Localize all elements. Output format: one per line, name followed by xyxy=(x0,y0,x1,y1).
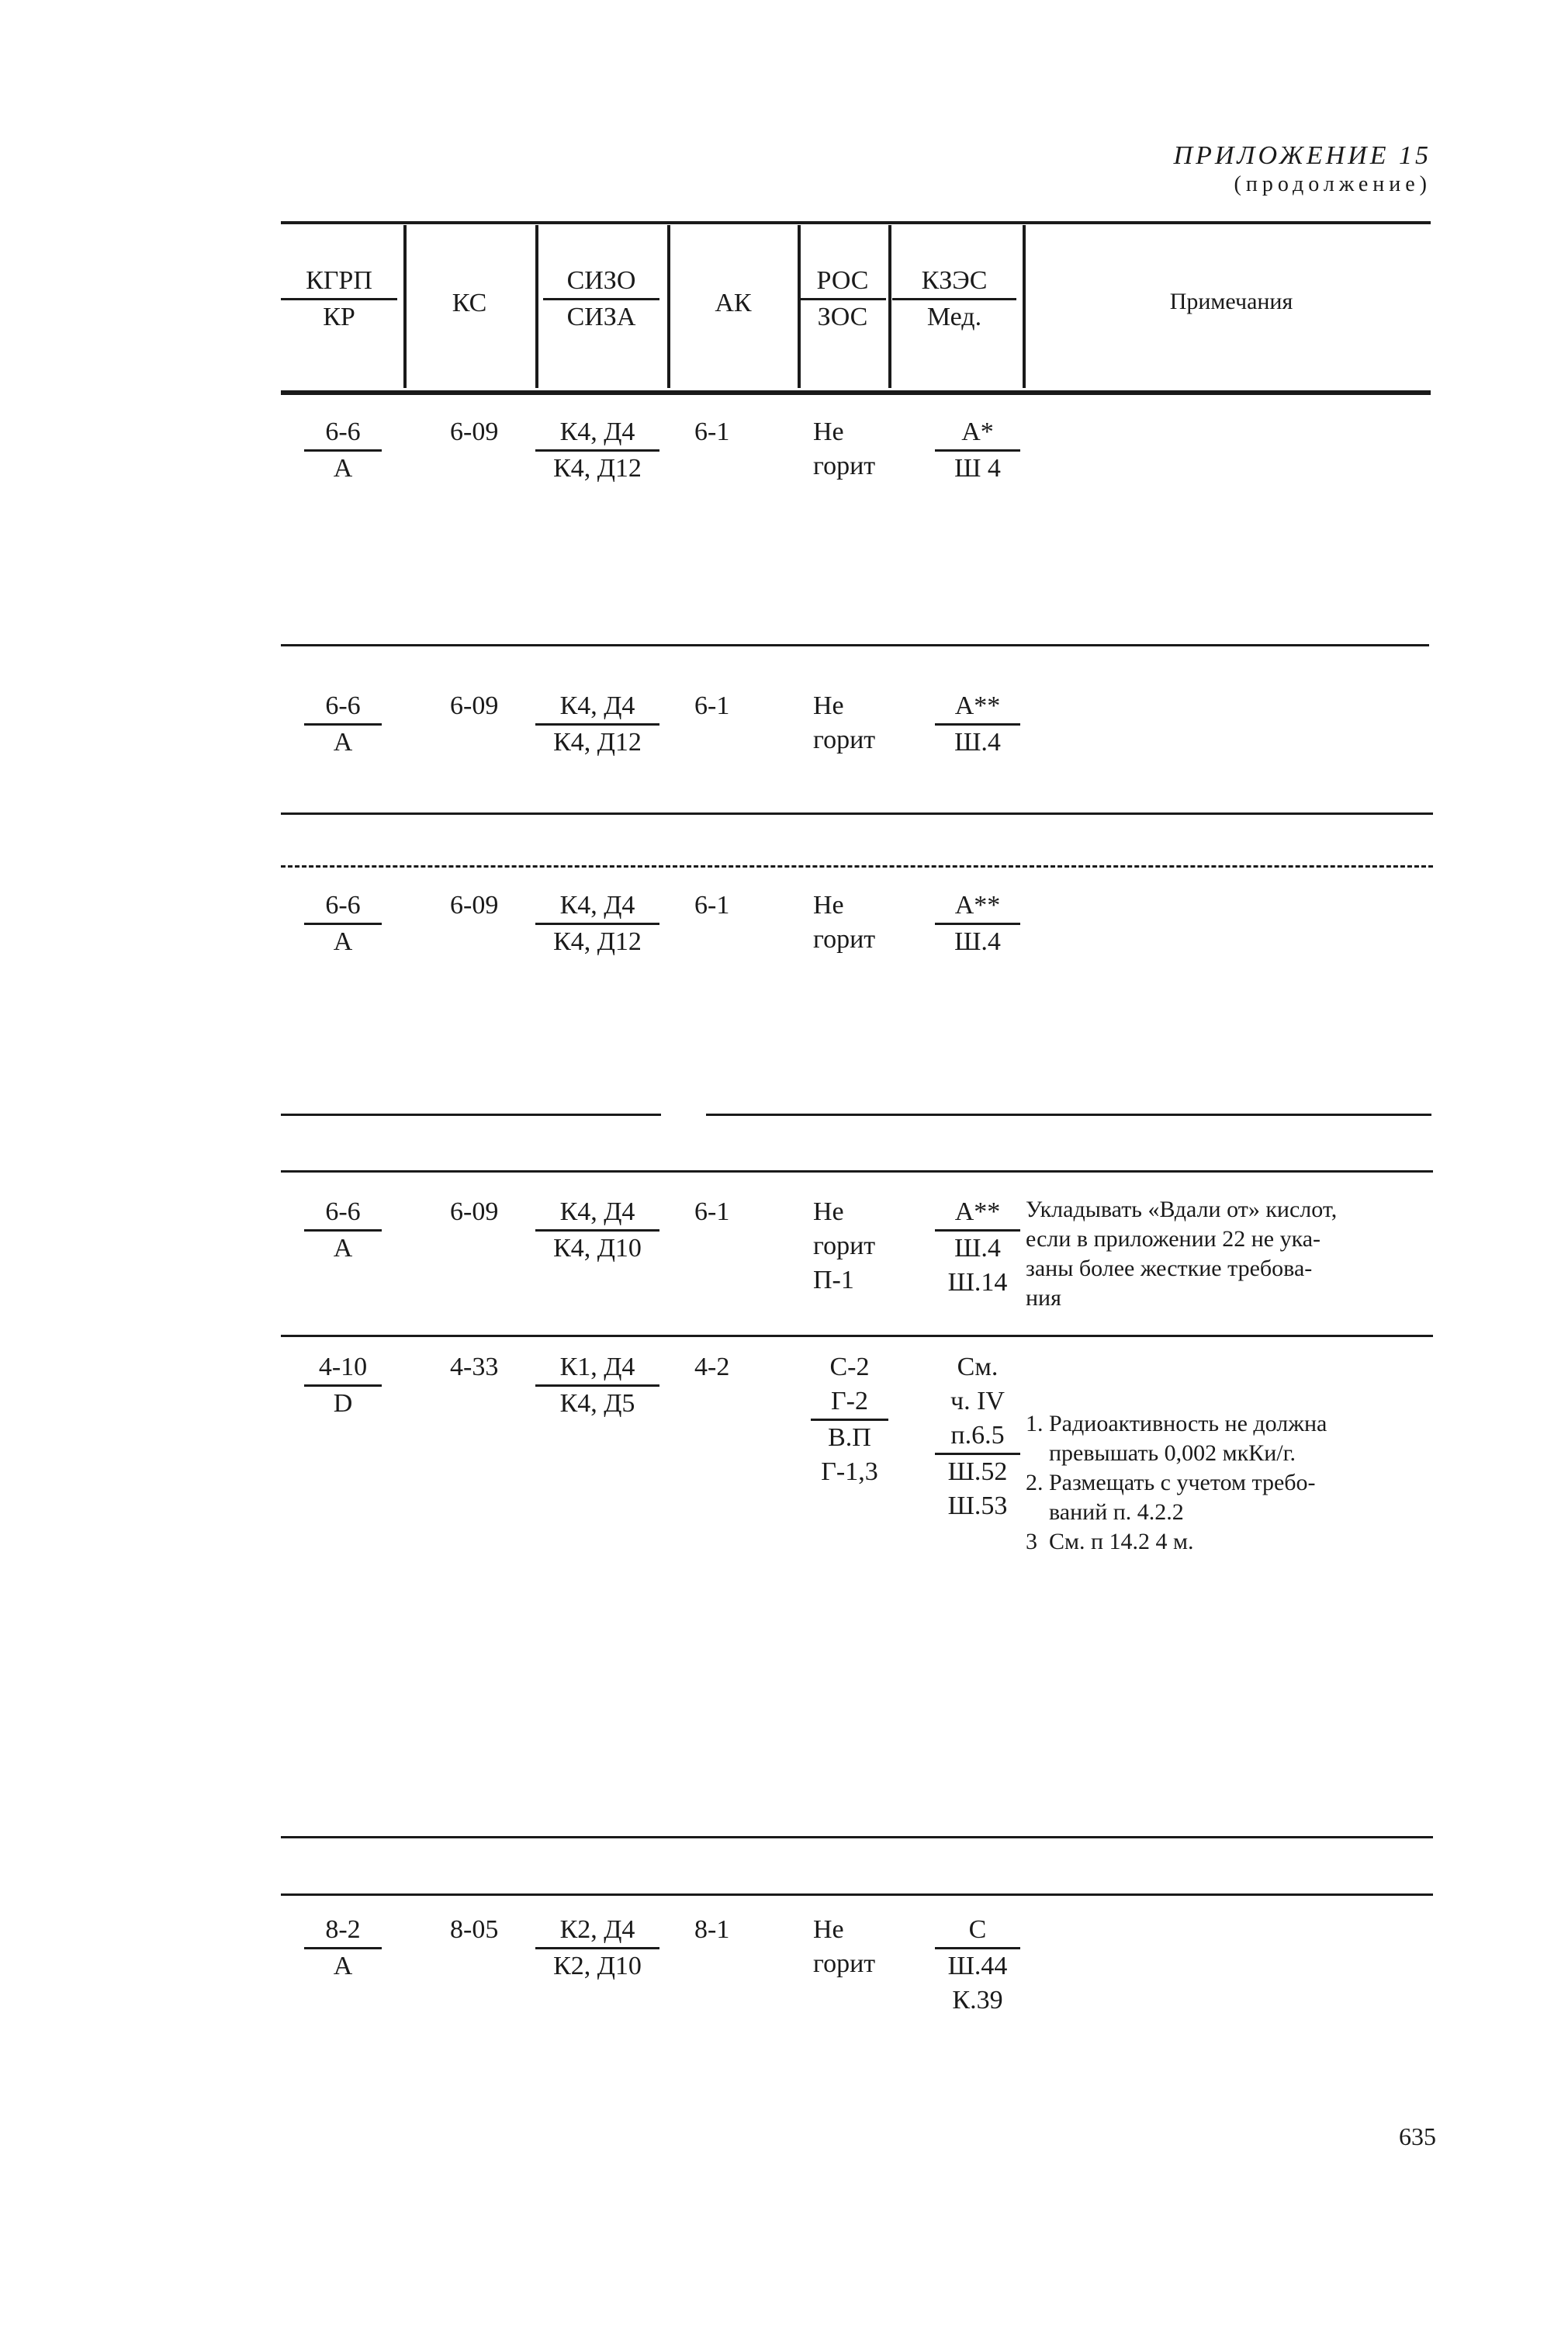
cell-ros: Не горит xyxy=(813,891,876,954)
cell-sizo-siza: К4, Д4 К4, Д12 xyxy=(535,415,659,486)
header-sizo-siza: СИЗО СИЗА xyxy=(543,264,659,334)
cell-kzes-med: А** Ш.4 xyxy=(935,689,1020,760)
row-separator xyxy=(281,812,1433,815)
cell-kgrp-kr: 8-2 А xyxy=(304,1913,382,1983)
appendix-title: ПРИЛОЖЕНИЕ 15 xyxy=(1173,141,1431,170)
header-kgrp-kr: КГРП КР xyxy=(281,264,397,334)
row-separator xyxy=(281,1335,1433,1337)
cell-ak: 8-1 xyxy=(694,1915,730,1944)
cell-sizo-siza: К4, Д4 К4, Д12 xyxy=(535,889,659,959)
cell-ks: 8-05 xyxy=(450,1915,499,1944)
header-ks: КС xyxy=(452,289,487,317)
cell-kgrp-kr: 6-6 А xyxy=(304,689,382,760)
column-divider xyxy=(403,225,407,388)
cell-kzes-med: См. ч. IV п.6.5 Ш.52 Ш.53 xyxy=(935,1350,1020,1523)
cell-sizo-siza: К1, Д4 К4, Д5 xyxy=(535,1350,659,1421)
cell-ros: С-2 Г-2 В.П Г-1,3 xyxy=(811,1350,888,1489)
cell-sizo-siza: К2, Д4 К2, Д10 xyxy=(535,1913,659,1983)
cell-ros: Не горит xyxy=(813,417,876,480)
row-separator xyxy=(281,1836,1433,1838)
cell-ks: 4-33 xyxy=(450,1353,499,1381)
cell-kzes-med: А* Ш 4 xyxy=(935,415,1020,486)
row-separator xyxy=(281,865,1433,868)
cell-kzes-med: А** Ш.4 Ш.14 xyxy=(935,1195,1020,1300)
row-separator xyxy=(281,1114,661,1116)
header-ak: АК xyxy=(715,289,752,317)
header-notes: Примечания xyxy=(1169,289,1293,314)
cell-ak: 6-1 xyxy=(694,691,730,720)
cell-ak: 6-1 xyxy=(694,1197,730,1226)
cell-ks: 6-09 xyxy=(450,417,499,446)
column-divider xyxy=(667,225,670,388)
row-separator xyxy=(281,1893,1433,1896)
table-top-rule xyxy=(281,221,1431,224)
column-divider xyxy=(888,225,891,388)
cell-ak: 4-2 xyxy=(694,1353,730,1381)
cell-ak: 6-1 xyxy=(694,417,730,446)
cell-kgrp-kr: $\frac{4-10}{D}$ xyxy=(304,1350,382,1421)
cell-kzes-med: С Ш.44 К.39 xyxy=(935,1913,1020,2018)
cell-ros: Не горит xyxy=(813,691,876,754)
cell-ak: 6-1 xyxy=(694,891,730,920)
header-kzes-med: КЗЭС Мед. xyxy=(892,264,1016,334)
cell-ks: 6-09 xyxy=(450,691,499,720)
row-separator xyxy=(281,644,1429,646)
table-header-bottom-rule xyxy=(281,390,1431,395)
cell-sizo-siza: К4, Д4 К4, Д10 xyxy=(535,1195,659,1266)
cell-kgrp-kr: 6-6 А xyxy=(304,415,382,486)
appendix-subtitle: (продолжение) xyxy=(1234,172,1431,196)
cell-sizo-siza: К4, Д4 К4, Д12 xyxy=(535,689,659,760)
cell-ks: 6-09 xyxy=(450,1197,499,1226)
cell-ros: Не горит П-1 xyxy=(813,1197,876,1294)
row-separator xyxy=(281,1170,1433,1173)
cell-ros: Не горит xyxy=(813,1915,876,1978)
cell-kgrp-kr: 6-6 А xyxy=(304,889,382,959)
cell-ks: 6-09 xyxy=(450,891,499,920)
cell-kzes-med: А** Ш.4 xyxy=(935,889,1020,959)
column-divider xyxy=(1023,225,1026,388)
column-divider xyxy=(535,225,538,388)
page-number: 635 xyxy=(1399,2122,1436,2150)
row-separator xyxy=(706,1114,1431,1116)
header-ros-zos: РОС ЗОС xyxy=(799,264,886,334)
cell-note: Укладывать «Вдали от» кислот, если в приложении 22 не ука- заны более жесткие требова- ния xyxy=(1026,1197,1338,1311)
cell-note: 1. Радиоактивность не должна превышать 0,002 мкКи/г. 2. Размещать с учетом требо- ваний п. 4.2.2 3 См. п 14.2 4 м. xyxy=(1026,1411,1327,1554)
cell-kgrp-kr: 6-6 А xyxy=(304,1195,382,1266)
